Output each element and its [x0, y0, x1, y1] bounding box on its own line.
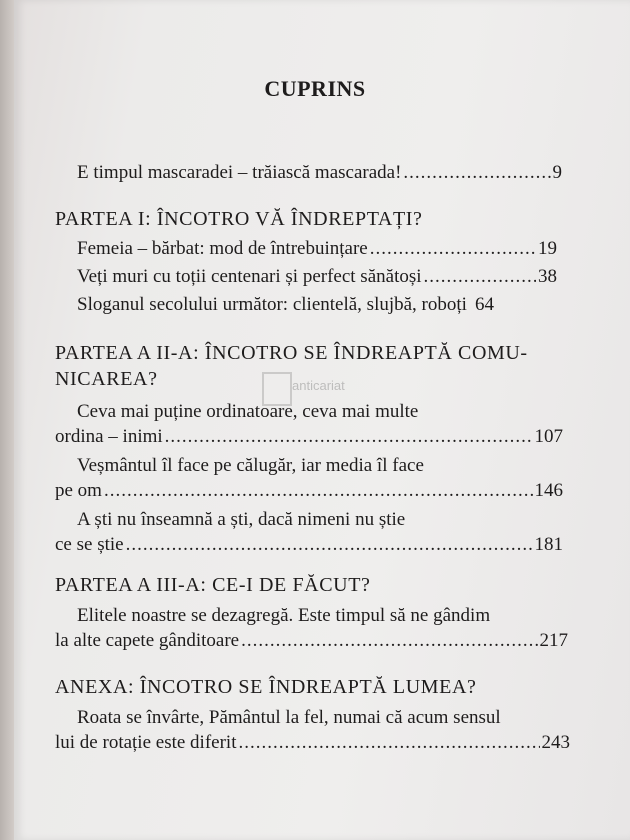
toc-leader-dots	[104, 480, 533, 502]
toc-entry	[55, 534, 563, 556]
toc-entry	[77, 238, 557, 260]
toc-entry-page: 243	[541, 732, 570, 753]
toc-entry-title-line1: Roata se învârte, Pământul la fel, numai că acum sensul	[77, 707, 501, 728]
toc-entry-page: 9	[552, 162, 562, 183]
toc-entry-title: E timpul mascaradei – trăiască mascarada!	[77, 162, 402, 183]
toc-entry-title: Veți muri cu toții centenari și perfect sănătoși	[77, 266, 422, 287]
toc-entry-title: lui de rotație este diferit	[55, 732, 237, 753]
toc-entry-page: 38	[538, 266, 557, 287]
toc-entry	[55, 426, 563, 448]
toc-part-heading: ANEXA: ÎNCOTRO SE ÎNDREAPTĂ LUMEA?	[55, 676, 477, 698]
toc-entry-title-line1: Ceva mai puține ordinatoare, ceva mai multe	[77, 401, 419, 422]
toc-entry	[55, 630, 568, 652]
toc-entry-title: pe om	[55, 480, 102, 501]
toc-entry-page: 107	[534, 426, 563, 447]
toc-entry-title: la alte capete gânditoare	[55, 630, 240, 651]
toc-leader-dots	[165, 426, 533, 448]
toc-entry-page: 181	[534, 534, 563, 555]
toc-entry-page: 146	[534, 480, 563, 501]
toc-entry-title-line1: Veșmântul îl face pe călugăr, iar media îl face	[77, 455, 424, 476]
toc-part-heading: PARTEA A III-A: CE-I DE FĂCUT?	[55, 574, 371, 596]
toc-part-heading-continued: NICAREA?	[55, 368, 158, 390]
toc-leader-dots	[424, 266, 536, 288]
toc-entry	[77, 162, 562, 184]
toc-entry-title: Sloganul secolului următor: clientelă, slujbă, roboți	[77, 294, 467, 315]
toc-entry-page: 217	[539, 630, 568, 651]
toc-entry	[55, 732, 570, 754]
toc-entry-title-line1: Elitele noastre se dezagregă. Este timpul să ne gândim	[77, 605, 491, 626]
toc-entry	[77, 294, 557, 316]
toc-entry-title-line1: A ști nu înseamnă a ști, dacă nimeni nu știe	[77, 509, 406, 530]
book-spine-shadow	[0, 0, 14, 840]
toc-entry-page: 19	[538, 238, 557, 259]
toc-entry-title: ordina – inimi	[55, 426, 163, 447]
toc-leader-dots	[238, 732, 539, 754]
toc-entry	[77, 266, 557, 288]
page-title: CUPRINS	[264, 76, 366, 101]
toc-leader-dots	[403, 162, 550, 184]
toc-entry-title: Femeia – bărbat: mod de întrebuințare	[77, 238, 368, 259]
toc-entry-title: ce se știe	[55, 534, 124, 555]
toc-leader-dots	[370, 238, 536, 260]
toc-part-heading: PARTEA I: ÎNCOTRO VĂ ÎNDREPTAȚI?	[55, 208, 423, 230]
toc-part-heading: PARTEA A II-A: ÎNCOTRO SE ÎNDREAPTĂ COMU-	[55, 342, 528, 364]
toc-leader-dots	[241, 630, 537, 652]
toc-entry	[55, 480, 563, 502]
toc-entry-page: 64	[474, 294, 494, 315]
toc-leader-dots	[126, 534, 533, 556]
watermark-text: anticariat	[292, 378, 345, 393]
